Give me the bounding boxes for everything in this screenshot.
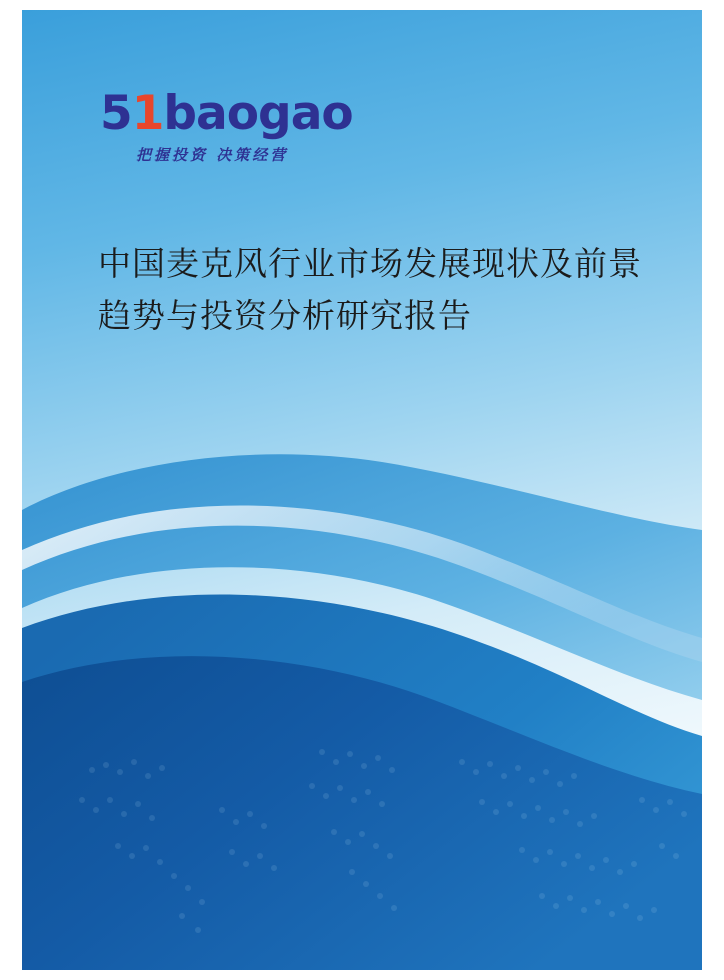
logo-wordmark: [100, 88, 400, 140]
report-title: [98, 238, 668, 342]
logo-tagline: 把握投资 决策经营: [136, 146, 289, 164]
logo-word: baogao: [163, 86, 353, 141]
brand-logo: [100, 88, 400, 178]
report-title-line-1: 中国麦克风行业市场发展现状及前景: [98, 244, 642, 283]
logo-digit-5: 5: [100, 86, 132, 141]
cover-artwork: [22, 10, 702, 970]
logo-digit-1: 1: [131, 86, 164, 141]
report-title-line-2: 趋势与投资分析研究报告: [98, 296, 472, 335]
